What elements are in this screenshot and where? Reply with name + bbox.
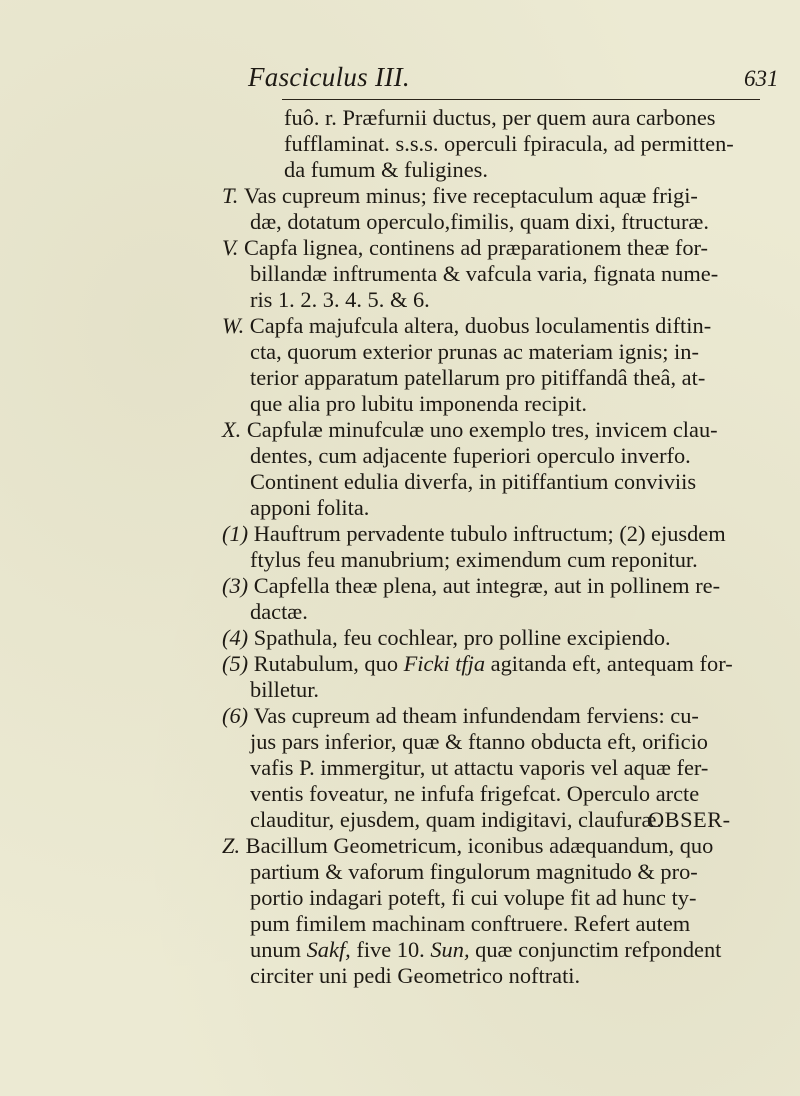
- line-text: cta, quorum exterior prunas ac materiam ignis; in-: [250, 339, 699, 364]
- text-line: [250, 391, 587, 417]
- line-text: fufflaminat. s.s.s. operculi fpiracula, ad permitten-: [284, 131, 734, 156]
- text-line: [250, 209, 709, 235]
- line-text: clauditur, ejusdem, quam indigitavi, claufuræ.: [250, 807, 662, 832]
- entry-marker: (5): [222, 651, 254, 676]
- entry-marker: Z.: [222, 833, 246, 858]
- line-text: dentes, cum adjacente fuperiori operculo inverfo.: [250, 443, 691, 468]
- text-line: [284, 131, 734, 157]
- line-text: circiter uni pedi Geometrico noftrati.: [250, 963, 581, 988]
- text-line: [250, 729, 708, 755]
- text-line: [250, 911, 690, 937]
- text-line: [250, 495, 369, 521]
- line-text: partium & vaforum fingulorum magnitudo & pro-: [250, 859, 698, 884]
- line-text: five 10.: [350, 937, 431, 962]
- line-text: portio indagari poteft, fi cui volupe fit ad hunc ty-: [250, 885, 697, 910]
- text-line: [250, 443, 691, 469]
- text-line: [222, 703, 699, 729]
- text-line: [222, 625, 671, 651]
- text-line: [250, 859, 698, 885]
- text-line: [250, 807, 662, 833]
- text-line: [222, 313, 711, 339]
- header-rule: [282, 99, 760, 100]
- text-line: [250, 755, 708, 781]
- line-text: jus pars inferior, quæ & ftanno obducta eft, orificio: [250, 729, 708, 754]
- line-text: Capfella theæ plena, aut integræ, aut in pollinem re-: [253, 573, 721, 598]
- running-title: Fasciculus III.: [248, 62, 410, 92]
- line-text: Hauftrum pervadente tubulo inftructum; (2) ejusdem: [253, 521, 726, 546]
- line-text: Spathula, feu cochlear, pro polline excipiendo.: [253, 625, 671, 650]
- text-line: [250, 547, 698, 573]
- line-text: Continent edulia diverfa, in pitiffantium conviviis: [250, 469, 697, 494]
- italic-term: Sun,: [430, 937, 470, 962]
- line-text: que alia pro lubitu imponenda recipit.: [250, 391, 588, 416]
- line-text: apponi folita.: [250, 495, 370, 520]
- line-text: ventis foveatur, ne infufa frigefcat. Operculo arcte: [250, 781, 700, 806]
- line-text: ris 1. 2. 3. 4. 5. & 6.: [250, 287, 430, 312]
- line-text: Vas cupreum minus; five receptaculum aquæ frigi-: [244, 183, 698, 208]
- italic-term: Ficki tfja: [403, 651, 486, 676]
- line-text: quæ conjunctim refpondent: [469, 937, 722, 962]
- text-line: [250, 287, 430, 313]
- line-text: pum fimilem machinam conftruere. Refert autem: [250, 911, 691, 936]
- line-text: Capfa lignea, continens ad præparationem theæ for-: [244, 235, 709, 260]
- line-text: Vas cupreum ad theam infundendam ferviens: cu-: [253, 703, 699, 728]
- entry-marker: W.: [222, 313, 250, 338]
- line-text: Capfa majufcula altera, duobus loculamentis diftin-: [249, 313, 712, 338]
- line-text: Bacillum Geometricum, iconibus adæquandum, quo: [245, 833, 714, 858]
- line-text: billetur.: [250, 677, 320, 702]
- text-line: [250, 781, 699, 807]
- catchword: OBSER-: [648, 807, 731, 832]
- text-line: [250, 937, 721, 963]
- entry-marker: V.: [222, 235, 244, 260]
- line-text: unum: [250, 937, 307, 962]
- entry-marker: (1): [222, 521, 254, 546]
- text-line: [250, 365, 705, 391]
- text-line: [222, 521, 726, 547]
- text-line: [250, 677, 319, 703]
- entry-marker: (4): [222, 625, 254, 650]
- text-line: [250, 885, 696, 911]
- text-line: [250, 339, 699, 365]
- text-line: [222, 651, 733, 677]
- line-text: fuô. r. Præfurnii ductus, per quem aura carbones: [284, 105, 716, 130]
- line-text: billandæ inftrumenta & vafcula varia, fignata nume-: [250, 261, 719, 286]
- line-text: vafis P. immergitur, ut attactu vaporis vel aquæ fer-: [250, 755, 709, 780]
- text-line: [222, 417, 718, 443]
- text-line: [250, 469, 696, 495]
- line-text: agitanda eft, antequam for-: [485, 651, 733, 676]
- line-text: dæ, dotatum operculo,fimilis, quam dixi, ftructuræ.: [250, 209, 709, 234]
- line-text: Capfulæ minufculæ uno exemplo tres, invicem clau-: [246, 417, 718, 442]
- text-line: [250, 963, 580, 989]
- line-text: dactæ.: [250, 599, 308, 624]
- entry-marker: (3): [222, 573, 254, 598]
- text-line: [222, 183, 698, 209]
- text-line: [250, 261, 718, 287]
- entry-marker: X.: [222, 417, 247, 442]
- line-text: da fumum & fuligines.: [284, 157, 488, 182]
- line-text: Rutabulum, quo: [253, 651, 404, 676]
- text-line: [222, 573, 720, 599]
- text-line: [284, 105, 716, 131]
- italic-term: Sakf,: [306, 937, 351, 962]
- text-line: [222, 235, 708, 261]
- line-text: ftylus feu manubrium; eximendum cum reponitur.: [250, 547, 698, 572]
- line-text: terior apparatum patellarum pro pitiffandâ theâ, at-: [250, 365, 706, 390]
- entry-marker: (6): [222, 703, 254, 728]
- text-line: [284, 157, 488, 183]
- page-number: 631: [744, 66, 779, 91]
- text-line: [222, 833, 713, 859]
- text-line: [250, 599, 308, 625]
- entry-marker: T.: [222, 183, 244, 208]
